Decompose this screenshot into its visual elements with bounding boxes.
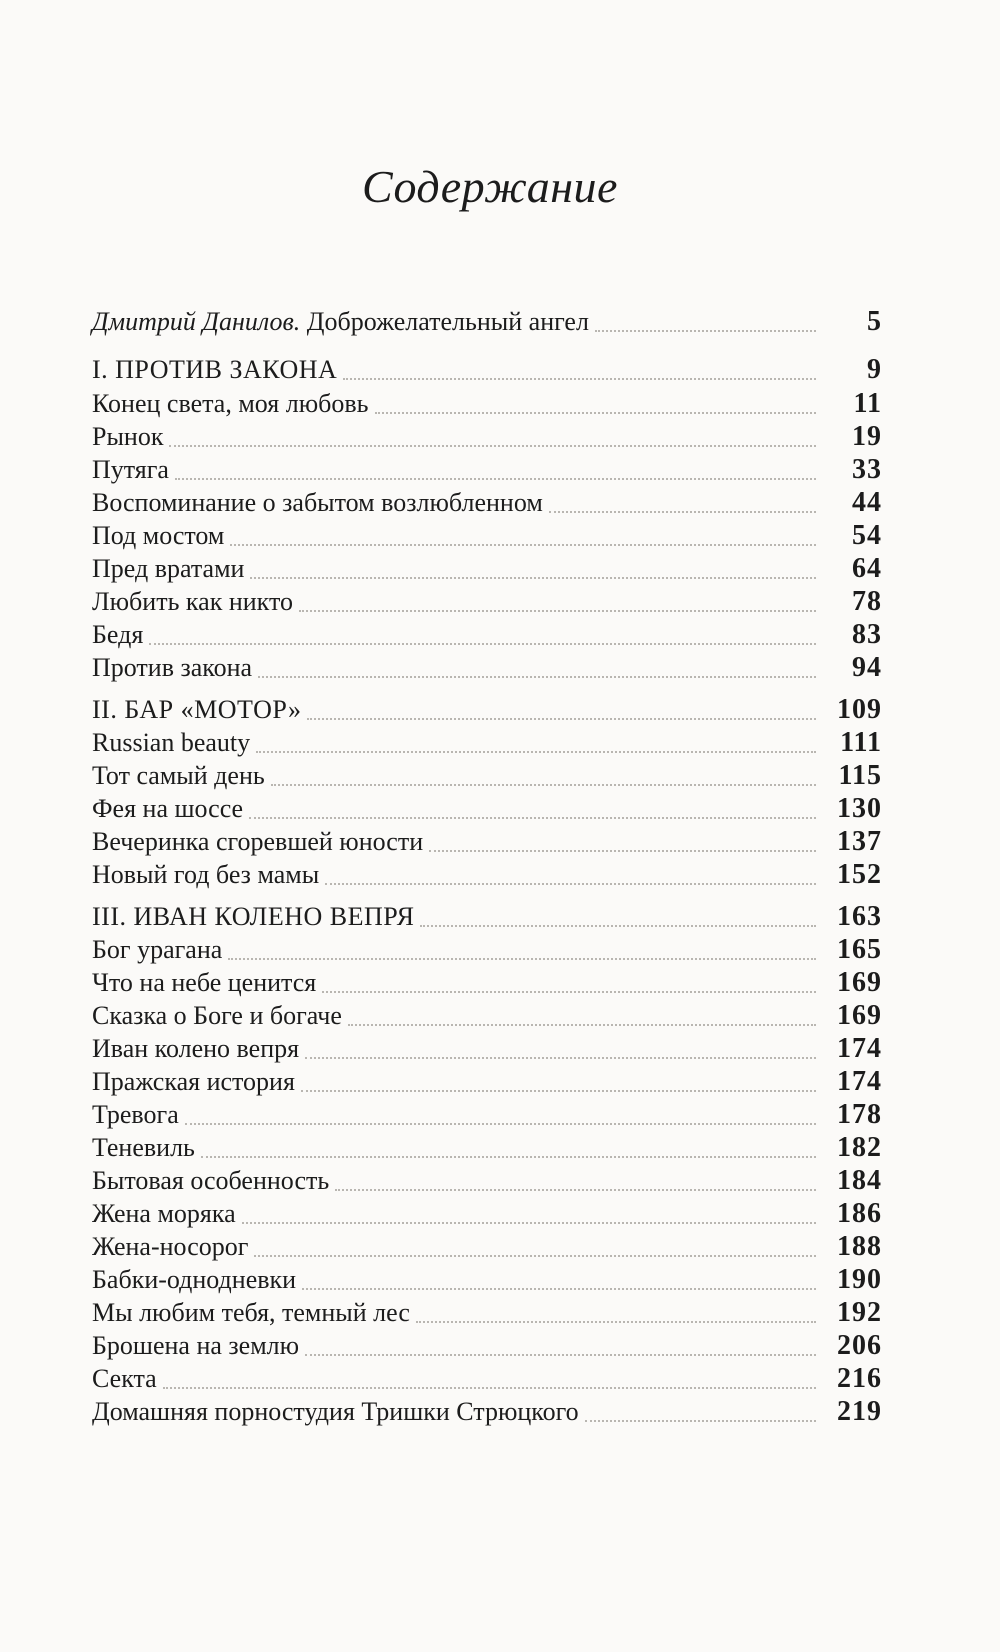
toc-page-number: 11 [853, 388, 882, 419]
dot-leader [242, 1222, 816, 1224]
toc-entry-label: Тревога [92, 1100, 179, 1129]
toc-entry-label: Рынок [92, 422, 164, 451]
toc-entry[interactable] [92, 617, 882, 653]
toc-entry-label: Russian beauty [92, 728, 251, 757]
toc-entry[interactable] [92, 1361, 882, 1397]
dot-leader [322, 991, 816, 993]
dot-leader [185, 1123, 816, 1125]
toc-page-number: 5 [867, 306, 882, 337]
dot-leader [420, 925, 816, 927]
toc-entry-label: Мы любим тебя, темный лес [92, 1298, 410, 1327]
dot-leader [228, 958, 816, 960]
toc-page-number: 184 [837, 1165, 882, 1196]
dot-leader [258, 676, 816, 678]
toc-entry-label: Любить как никто [92, 587, 293, 616]
dot-leader [249, 817, 816, 819]
toc-entry-label: Против закона [92, 653, 253, 682]
toc-entry[interactable] [92, 1295, 882, 1331]
toc-entry[interactable] [92, 857, 882, 893]
toc-page-number: 174 [837, 1066, 882, 1097]
dot-leader [307, 718, 816, 720]
toc-entry[interactable] [92, 758, 882, 794]
toc-section-heading[interactable] [92, 352, 882, 388]
dot-leader [305, 1354, 816, 1356]
toc-entry[interactable] [92, 1196, 882, 1232]
toc-page-number: 109 [837, 694, 882, 725]
dot-leader [256, 751, 816, 753]
toc-entry-label: Бытовая особенность [92, 1166, 330, 1195]
toc-entry-label: II. БАР «МОТОР» [92, 695, 302, 724]
toc-entry[interactable] [92, 1130, 882, 1166]
toc-page-number: 188 [837, 1231, 882, 1262]
toc-page-number: 206 [837, 1330, 882, 1361]
dot-leader [429, 850, 816, 852]
toc-entry[interactable] [92, 824, 882, 860]
dot-leader [305, 1057, 816, 1059]
toc-entry-label: Воспоминание о забытом возлюбленном [92, 488, 543, 517]
toc-section-heading[interactable] [92, 692, 882, 728]
toc-page-number: 64 [852, 553, 882, 584]
toc-entry[interactable] [92, 1064, 882, 1100]
toc-page-number: 111 [840, 727, 882, 758]
toc-entry-label: Новый год без мамы [92, 860, 320, 889]
dot-leader [325, 883, 816, 885]
dot-leader [343, 378, 816, 380]
toc-entry[interactable] [92, 650, 882, 686]
toc-entry[interactable] [92, 791, 882, 827]
toc-page-number: 9 [867, 354, 882, 385]
dot-leader [335, 1189, 816, 1191]
dot-leader [201, 1156, 816, 1158]
toc-entry[interactable] [92, 1229, 882, 1265]
toc-entry-label: Секта [92, 1364, 157, 1393]
dot-leader [169, 445, 816, 447]
toc-page-number: 192 [837, 1297, 882, 1328]
dot-leader [416, 1321, 816, 1323]
toc-entry-label: Путяга [92, 455, 169, 484]
toc-entry[interactable] [92, 419, 882, 455]
toc-page-number: 152 [837, 859, 882, 890]
dot-leader [230, 544, 816, 546]
toc-entry-label: Иван колено вепря [92, 1034, 300, 1063]
toc-entry-label: Фея на шоссе [92, 794, 244, 823]
toc-page-number: 165 [837, 934, 882, 965]
toc-entry-label: Теневиль [92, 1133, 195, 1162]
toc-entry-label: Сказка о Боге и богаче [92, 1001, 342, 1030]
toc-entry-label: Конец света, моя любовь [92, 389, 369, 418]
dot-leader [163, 1387, 816, 1389]
toc-entry[interactable] [92, 1262, 882, 1298]
dot-leader [271, 784, 816, 786]
toc-page-number: 169 [837, 1000, 882, 1031]
toc-page-number: 186 [837, 1198, 882, 1229]
toc-page-number: 163 [837, 901, 882, 932]
toc-entry[interactable] [92, 584, 882, 620]
toc-entry-label: Бог урагана [92, 935, 223, 964]
toc-page-number: 169 [837, 967, 882, 998]
toc-entry[interactable] [92, 1163, 882, 1199]
toc-entry-label: Пражская история [92, 1067, 295, 1096]
dot-leader [348, 1024, 816, 1026]
preface-title: Доброжелательный ангел [306, 307, 589, 336]
toc-page-number: 19 [852, 421, 882, 452]
toc-entry-label: Бабки-однодневки [92, 1265, 297, 1294]
page-title: Содержание [362, 161, 618, 212]
toc-entry[interactable] [92, 1394, 882, 1430]
toc-entry-label [92, 304, 595, 340]
toc-page-number: 137 [837, 826, 882, 857]
toc-entry[interactable] [92, 932, 882, 968]
toc-section-heading[interactable] [92, 899, 882, 935]
toc-page-number: 94 [852, 652, 882, 683]
toc-entry-label: Что на небе ценится [92, 968, 317, 997]
toc-entry-label: Бедя [92, 620, 144, 649]
toc-page-number: 115 [838, 760, 882, 791]
toc-entry-label: Вечеринка сгоревшей юности [92, 827, 424, 856]
toc-entry[interactable] [92, 998, 882, 1034]
toc-entry-label: Жена-носорог [92, 1232, 249, 1261]
dot-leader [299, 610, 816, 612]
toc-page-number: 78 [852, 586, 882, 617]
toc-page-number: 216 [837, 1363, 882, 1394]
dot-leader [302, 1288, 816, 1290]
toc-page-number: 190 [837, 1264, 882, 1295]
toc-page-number: 219 [837, 1396, 882, 1427]
toc-preface-entry[interactable] [92, 304, 882, 340]
toc-entry[interactable] [92, 725, 882, 761]
toc-page-number: 182 [837, 1132, 882, 1163]
toc-page-number: 54 [852, 520, 882, 551]
dot-leader [585, 1420, 816, 1422]
toc-entry-label: Под мостом [92, 521, 225, 550]
dot-leader [149, 643, 816, 645]
toc-entry[interactable] [92, 965, 882, 1001]
toc-entry[interactable] [92, 452, 882, 488]
dot-leader [301, 1090, 816, 1092]
toc-entry[interactable] [92, 551, 882, 587]
dot-leader [254, 1255, 816, 1257]
preface-author: Дмитрий Данилов. [92, 307, 301, 336]
toc-entry-label: III. ИВАН КОЛЕНО ВЕПРЯ [92, 902, 415, 931]
toc-entry[interactable] [92, 1031, 882, 1067]
toc-entry[interactable] [92, 485, 882, 521]
dot-leader [549, 511, 816, 513]
toc-entry-label: Жена моряка [92, 1199, 236, 1228]
toc-page-number: 174 [837, 1033, 882, 1064]
toc-entry-label: Брошена на землю [92, 1331, 300, 1360]
toc-entry-label: Домашняя порностудия Тришки Стрюцкого [92, 1397, 579, 1426]
dot-leader [250, 577, 816, 579]
toc-entry[interactable] [92, 518, 882, 554]
dot-leader [175, 478, 816, 480]
toc-entry-label: Тот самый день [92, 761, 265, 790]
toc-page-number: 44 [852, 487, 882, 518]
toc-page-number: 33 [852, 454, 882, 485]
toc-page-number: 130 [837, 793, 882, 824]
dot-leader [375, 412, 816, 414]
dot-leader [595, 330, 816, 332]
toc-entry[interactable] [92, 1097, 882, 1133]
toc-page-number: 178 [837, 1099, 882, 1130]
toc-entry[interactable] [92, 1328, 882, 1364]
toc-entry-label: I. ПРОТИВ ЗАКОНА [92, 355, 338, 384]
toc-page-number: 83 [852, 619, 882, 650]
toc-entry-label: Пред вратами [92, 554, 245, 583]
toc-entry[interactable] [92, 386, 882, 422]
